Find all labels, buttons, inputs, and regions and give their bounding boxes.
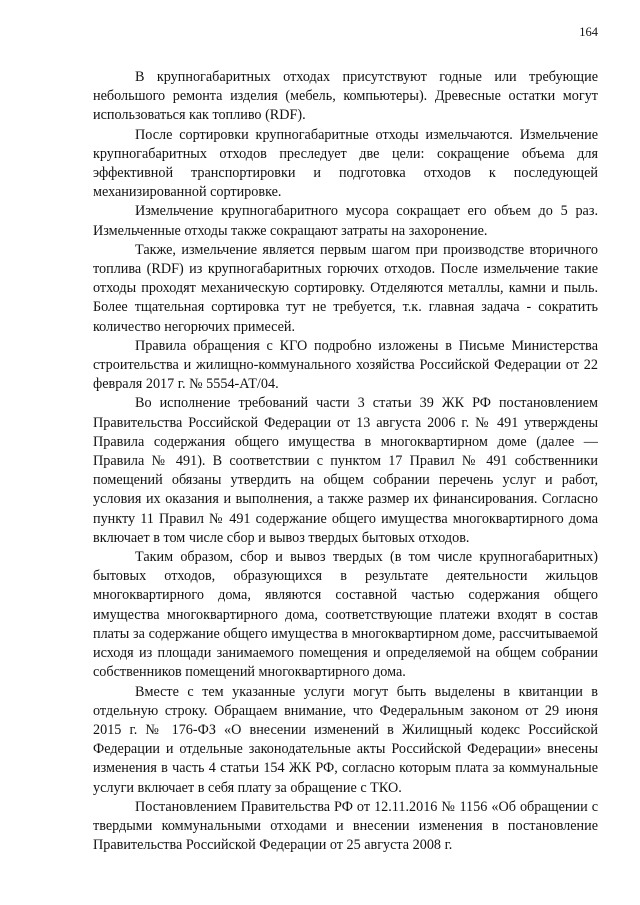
paragraph-resolution-1156: Постановлением Правительства РФ от 12.11.2016 № 1156 «Об обращении с твердыми коммунальными отходами и внесении изменения в постановление Правительства Российской Федерации от 25 августа 2008 г. xyxy=(93,798,598,854)
paragraph-receipt-line: Вместе с тем указанные услуги могут быть выделены в квитанции в отдельную строку. Обращаем внимание, что Федеральным законом от 29 июня 2015 г. № 176-ФЗ «О внесении изменений в Жилищный кодекс Российской Федерации и отдельные законодательные акты Российской Федерации» внесены изменения в часть 4 статьи 154 ЖК РФ, согласно которым плата за коммунальные услуги включает в себя плату за обращение с ТКО. xyxy=(93,683,598,796)
paragraph-bulky-waste-items: В крупногабаритных отходах присутствуют годные или требующие небольшого ремонта изделия (мебель, компьютеры). Древесные остатки могут использоваться как топливо (RDF). xyxy=(93,69,598,124)
paragraph-rdf-production: Также, измельчение является первым шагом при производстве вторичного топлива (RDF) из крупногабаритных горючих отходов. После измельчение такие отходы проходят механическую сортировку. Отделяются металлы, камни и пыль. Более тщательная сортировка тут не требуется, т.к. главная задача - сократить количество негорючих примесей. xyxy=(93,241,598,335)
paragraph-sorting-shredding: После сортировки крупногабаритные отходы измельчаются. Измельчение крупногабаритных отходов преследует две цели: сокращение объема для эффективной транспортировки и подготовка отходов к последующей механизированной сортировке. xyxy=(93,126,598,201)
paragraph-rules-491: Во исполнение требований части 3 статьи 39 ЖК РФ постановлением Правительства Российской Федерации от 13 августа 2006 г. № 491 утверждены Правила содержания общего имущества в многоквартирном доме (далее — Правила № 491). В соответствии с пунктом 17 Правил № 491 собственники помещений обязаны утвердить на общем собрании перечень услуг и работ, условия их оказания и выполнения, а также размер их финансирования. Согласно пункту 11 Правил № 491 содержание общего имущества многоквартирного дома включает в том числе сбор и вывоз твердых бытовых отходов. xyxy=(93,395,598,546)
paragraph-common-property: Таким образом, сбор и вывоз твердых (в том числе крупногабаритных) бытовых отходов, образующихся в результате деятельности жильцов многоквартирного дома, являются составной частью содержания общего имущества многоквартирного дома, соответствующие платежи входят в состав платы за содержание общего имущества в многоквартирном доме, рассчитываемой исходя из площади занимаемого помещения и определяемой на общем собрании собственников помещений многоквартирного дома. xyxy=(93,549,598,681)
paragraph-volume-reduction: Измельчение крупногабаритного мусора сокращает его объем до 5 раз. Измельченные отходы также сокращают затраты на захоронение. xyxy=(93,203,598,239)
page-number: 164 xyxy=(579,25,598,39)
document-body xyxy=(93,68,598,855)
paragraph-kgo-rules-letter: Правила обращения с КГО подробно изложены в Письме Министерства строительства и жилищно-коммунального хозяйства Российской Федерации от 22 февраля 2017 г. № 5554-АТ/04. xyxy=(93,337,598,393)
